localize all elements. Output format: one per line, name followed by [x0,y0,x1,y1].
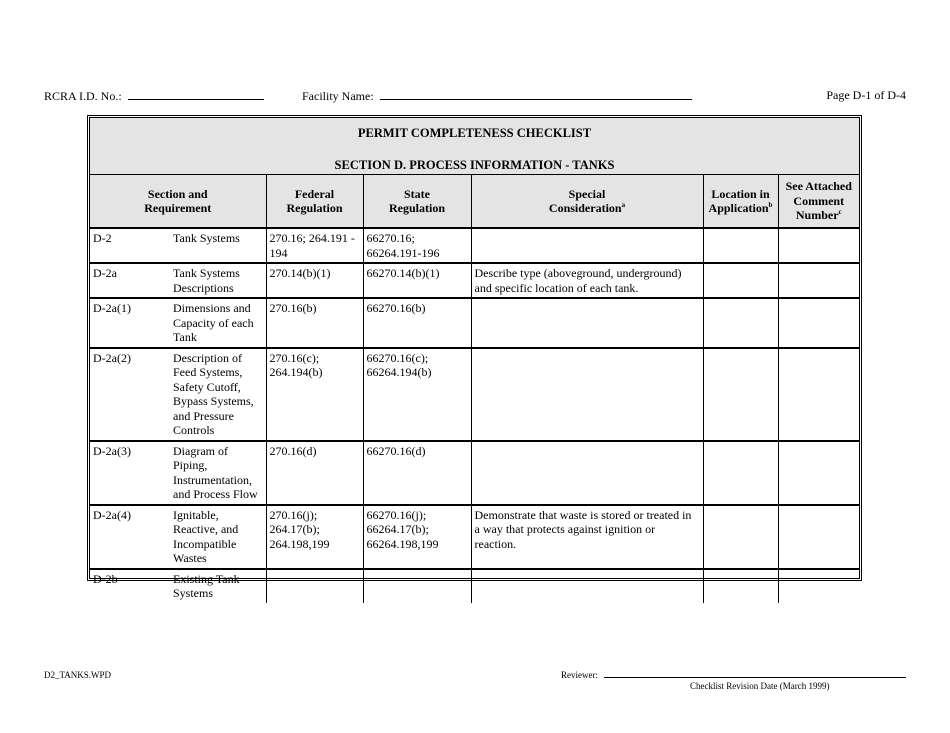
col-state-regulation: State Regulation [363,175,471,228]
special-cell [471,441,703,505]
rcra-id-blank[interactable] [128,88,264,100]
facility-name-label: Facility Name: [302,89,374,103]
location-cell[interactable] [703,228,778,263]
special-cell [471,298,703,348]
section-cell [90,441,266,505]
section-code: D-2b [93,571,118,586]
col-federal-regulation: Federal Regulation [266,175,363,228]
section-requirement: Tank Systems [173,231,240,245]
location-cell[interactable] [703,505,778,569]
col-special-consideration: Special Consideration$^a$ [471,175,703,228]
federal-cell: 270.16; 264.191 - 194 [266,228,363,263]
checklist-title: PERMIT COMPLETENESS CHECKLIST [357,126,592,140]
section-cell [90,298,266,348]
special-cell [471,348,703,441]
section-requirement: Tank Systems Descriptions [173,266,240,295]
section-code: D-2 [93,231,112,245]
section-code: D-2a [93,266,117,280]
special-cell: Demonstrate that waste is stored or treated in a way that protects against ignition or reaction. [471,505,703,569]
table-header-row [90,175,859,228]
section-cell [90,263,266,298]
col-section-requirement: Section and Requirement [90,175,266,228]
section-code: D-2a(3) [93,443,131,458]
rcra-id-field [44,88,264,104]
reviewer-label: Reviewer: [561,670,598,680]
federal-cell: 270.16(b) [266,298,363,348]
state-cell [363,569,471,603]
federal-cell: 270.16(c); 264.194(b) [266,348,363,441]
facility-name-blank[interactable] [380,88,692,100]
col-location-in-application: Location in Application$^b$ [703,175,778,228]
state-cell: 66270.16(j); 66264.17(b); 66264.198,199 [363,505,471,569]
table-row [90,228,859,263]
section-cell [90,228,266,263]
checklist-frame [87,115,862,600]
section-requirement: Diagram of Piping, Instrumentation, and Process Flow [173,443,258,501]
comment-cell[interactable] [778,298,859,348]
location-cell[interactable] [703,348,778,441]
federal-cell [266,569,363,603]
special-cell [471,228,703,263]
rcra-id-label: RCRA I.D. No.: [44,89,122,103]
state-cell: 66270.16(d) [363,441,471,505]
reviewer-field [561,670,906,680]
checklist-title-box [90,118,859,175]
facility-name-field [302,88,692,104]
state-cell: 66270.14(b)(1) [363,263,471,298]
special-cell: Describe type (aboveground, underground) and specific location of each tank. [471,263,703,298]
file-name: D2_TANKS.WPD [44,670,112,680]
checklist-table [90,175,859,603]
section-code: D-2a(2) [93,350,131,365]
state-cell: 66270.16(b) [363,298,471,348]
comment-cell[interactable] [778,348,859,441]
state-cell: 66270.16; 66264.191-196 [363,228,471,263]
federal-cell: 270.14(b)(1) [266,263,363,298]
section-requirement: Existing Tank Systems [173,571,240,600]
section-requirement: Description of Feed Systems, Safety Cutoff, Bypass Systems, and Pressure Controls [173,350,254,437]
location-cell[interactable] [703,298,778,348]
state-cell: 66270.16(c); 66264.194(b) [363,348,471,441]
section-cell [90,348,266,441]
section-code: D-2a(1) [93,301,131,315]
comment-cell[interactable] [778,263,859,298]
table-row [90,569,859,603]
section-cell [90,569,266,603]
table-row [90,348,859,441]
col-comment-number: See Attached Comment Number$^c$ [778,175,859,228]
section-requirement: Ignitable, Reactive, and Incompatible Wastes [173,507,239,565]
table-row [90,505,859,569]
federal-cell: 270.16(j); 264.17(b); 264.198,199 [266,505,363,569]
comment-cell[interactable] [778,505,859,569]
section-cell [90,505,266,569]
section-title: SECTION D. PROCESS INFORMATION - TANKS [334,158,615,172]
table-row [90,441,859,505]
comment-cell[interactable] [778,569,859,603]
page-number: Page D-1 of D-4 [826,88,906,102]
section-code: D-2a(4) [93,507,131,522]
table-row [90,263,859,298]
federal-cell: 270.16(d) [266,441,363,505]
reviewer-blank[interactable] [604,670,906,678]
location-cell[interactable] [703,263,778,298]
location-cell[interactable] [703,441,778,505]
comment-cell[interactable] [778,228,859,263]
revision-date: Checklist Revision Date (March 1999) [690,681,830,691]
section-requirement: Dimensions and Capacity of each Tank [173,301,254,344]
location-cell[interactable] [703,569,778,603]
comment-cell[interactable] [778,441,859,505]
special-cell [471,569,703,603]
table-row [90,298,859,348]
